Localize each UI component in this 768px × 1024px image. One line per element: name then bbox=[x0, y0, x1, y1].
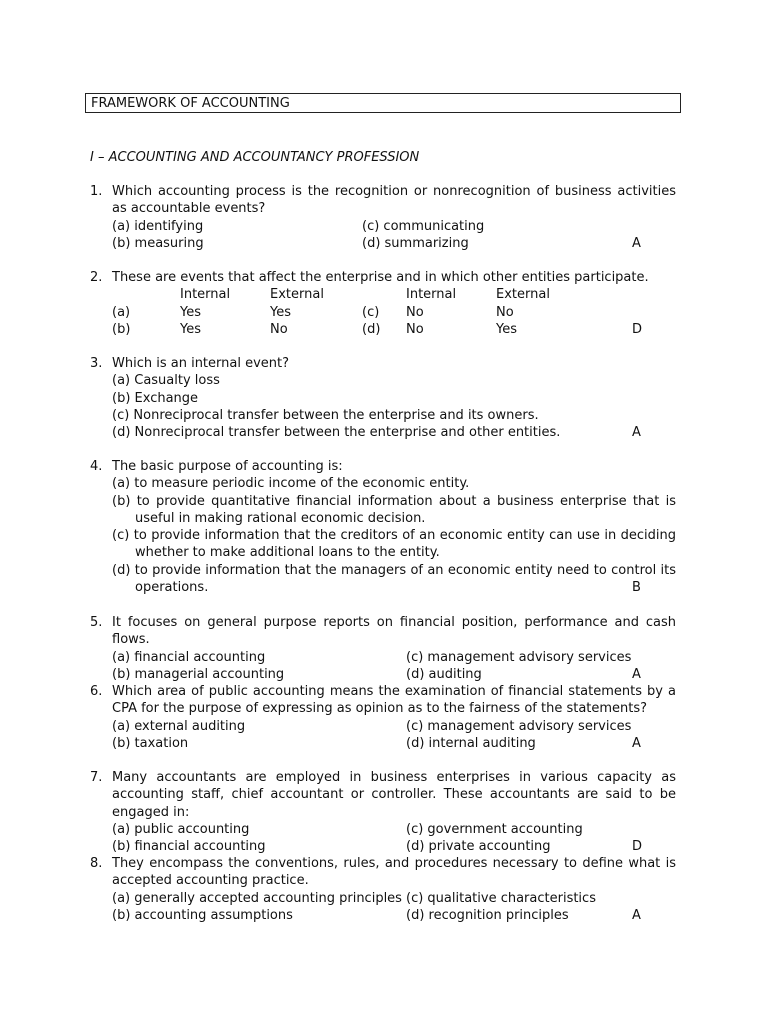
header-external: External bbox=[270, 287, 324, 303]
question-number: 4. bbox=[90, 459, 103, 474]
option-label: (b) bbox=[112, 321, 131, 337]
option-row bbox=[112, 304, 676, 321]
question-stem: Which is an internal event? bbox=[112, 356, 290, 371]
option-row bbox=[112, 666, 676, 683]
question-number: 6. bbox=[90, 684, 103, 699]
question-3 bbox=[90, 355, 676, 441]
option-a: (a) public accounting bbox=[112, 821, 250, 837]
document-title: FRAMEWORK OF ACCOUNTING bbox=[91, 96, 290, 111]
question-7 bbox=[90, 769, 676, 855]
question-5 bbox=[90, 614, 676, 683]
option-b: (b) measuring bbox=[112, 235, 204, 251]
question-number: 8. bbox=[90, 856, 103, 871]
option-row bbox=[112, 649, 676, 666]
option-b: (b) taxation bbox=[112, 735, 189, 751]
option-d: (d) to provide information that the managers of an economic entity need to control its operations. bbox=[112, 562, 676, 596]
answer-key: D bbox=[632, 321, 643, 337]
option-b: (b) to provide quantitative financial information about a business enterprise that is useful in making rational economic decision. bbox=[112, 493, 676, 526]
question-stem: These are events that affect the enterprise and in which other entities participate. bbox=[112, 270, 649, 285]
option-row bbox=[112, 838, 676, 855]
question-number: 7. bbox=[90, 770, 103, 785]
option-c: (c) government accounting bbox=[406, 821, 583, 837]
option-label: (c) bbox=[362, 304, 380, 320]
question-8 bbox=[90, 855, 676, 924]
option-row bbox=[112, 907, 676, 924]
section-heading: I – ACCOUNTING AND ACCOUNTANCY PROFESSION bbox=[90, 150, 420, 165]
option-c: (c) management advisory services bbox=[406, 718, 632, 734]
option-a: (a) external auditing bbox=[112, 718, 246, 734]
option-c: (c) to provide information that the creditors of an economic entity can use in deciding whether to make additional loans to the entity. bbox=[112, 528, 676, 561]
answer-key: B bbox=[632, 580, 641, 595]
option-label: (a) bbox=[112, 304, 131, 320]
option-row bbox=[112, 424, 676, 441]
question-stem: They encompass the conventions, rules, and procedures necessary to define what is accepted accounting practice. bbox=[112, 856, 676, 889]
option-value: Yes bbox=[496, 321, 517, 337]
option-c: (c) qualitative characteristics bbox=[406, 890, 596, 906]
question-stem: Many accountants are employed in business enterprises in various capacity as accounting staff, chief accountant or controller. These accountants are said to be engaged in: bbox=[112, 770, 676, 820]
answer-key: A bbox=[632, 666, 641, 682]
option-row bbox=[112, 235, 676, 252]
answer-key: A bbox=[632, 735, 641, 751]
option-a: (a) to measure periodic income of the economic entity. bbox=[112, 476, 470, 492]
option-b: (b) financial accounting bbox=[112, 839, 266, 855]
option-row bbox=[112, 718, 676, 735]
option-d: (d) auditing bbox=[406, 666, 482, 682]
option-b: (b) accounting assumptions bbox=[112, 907, 293, 923]
option-header-row bbox=[112, 286, 676, 303]
option-c: (c) management advisory services bbox=[406, 649, 632, 665]
document-title-box bbox=[85, 93, 681, 113]
question-number: 1. bbox=[90, 184, 103, 199]
question-stem: It focuses on general purpose reports on financial position, performance and cash flows. bbox=[112, 615, 676, 648]
question-2 bbox=[90, 269, 676, 338]
option-row bbox=[112, 821, 676, 838]
answer-key: A bbox=[632, 235, 641, 251]
question-stem: The basic purpose of accounting is: bbox=[112, 459, 343, 474]
option-a: (a) Casualty loss bbox=[112, 373, 220, 389]
option-c: (c) Nonreciprocal transfer between the enterprise and its owners. bbox=[112, 407, 539, 423]
question-number: 2. bbox=[90, 270, 103, 285]
question-1 bbox=[90, 183, 676, 252]
option-d: (d) Nonreciprocal transfer between the enterprise and other entities. bbox=[112, 425, 561, 441]
option-value: No bbox=[406, 321, 424, 337]
question-stem: Which accounting process is the recognition or nonrecognition of business activities as accountable events? bbox=[112, 184, 676, 217]
option-c: (c) communicating bbox=[362, 218, 485, 234]
question-stem: Which area of public accounting means the examination of financial statements by a CPA for the purpose of expressing as opinion as to the fairness of the statements? bbox=[112, 684, 676, 717]
option-row bbox=[112, 218, 676, 235]
option-value: Yes bbox=[180, 321, 201, 337]
question-number: 3. bbox=[90, 356, 103, 371]
answer-key: A bbox=[632, 907, 641, 923]
option-row bbox=[112, 735, 676, 752]
option-a: (a) generally accepted accounting principles bbox=[112, 890, 402, 906]
header-external: External bbox=[496, 287, 550, 303]
question-4 bbox=[90, 458, 676, 596]
option-b: (b) Exchange bbox=[112, 390, 199, 406]
option-a: (a) financial accounting bbox=[112, 649, 266, 665]
option-d: (d) summarizing bbox=[362, 235, 469, 251]
option-row bbox=[112, 890, 676, 907]
option-value: Yes bbox=[180, 304, 201, 320]
answer-key: A bbox=[632, 425, 641, 441]
option-a: (a) identifying bbox=[112, 218, 204, 234]
option-value: No bbox=[406, 304, 424, 320]
option-row bbox=[112, 321, 676, 338]
header-internal: Internal bbox=[406, 287, 457, 303]
option-d: (d) internal auditing bbox=[406, 735, 536, 751]
option-b: (b) managerial accounting bbox=[112, 666, 285, 682]
option-value: Yes bbox=[270, 304, 291, 320]
answer-key: D bbox=[632, 839, 643, 855]
option-value: No bbox=[270, 321, 288, 337]
option-label: (d) bbox=[362, 321, 381, 337]
option-d: (d) private accounting bbox=[406, 839, 551, 855]
option-value: No bbox=[496, 304, 514, 320]
question-6 bbox=[90, 683, 676, 752]
option-d: (d) recognition principles bbox=[406, 907, 569, 923]
header-internal: Internal bbox=[180, 287, 231, 303]
question-number: 5. bbox=[90, 615, 103, 630]
